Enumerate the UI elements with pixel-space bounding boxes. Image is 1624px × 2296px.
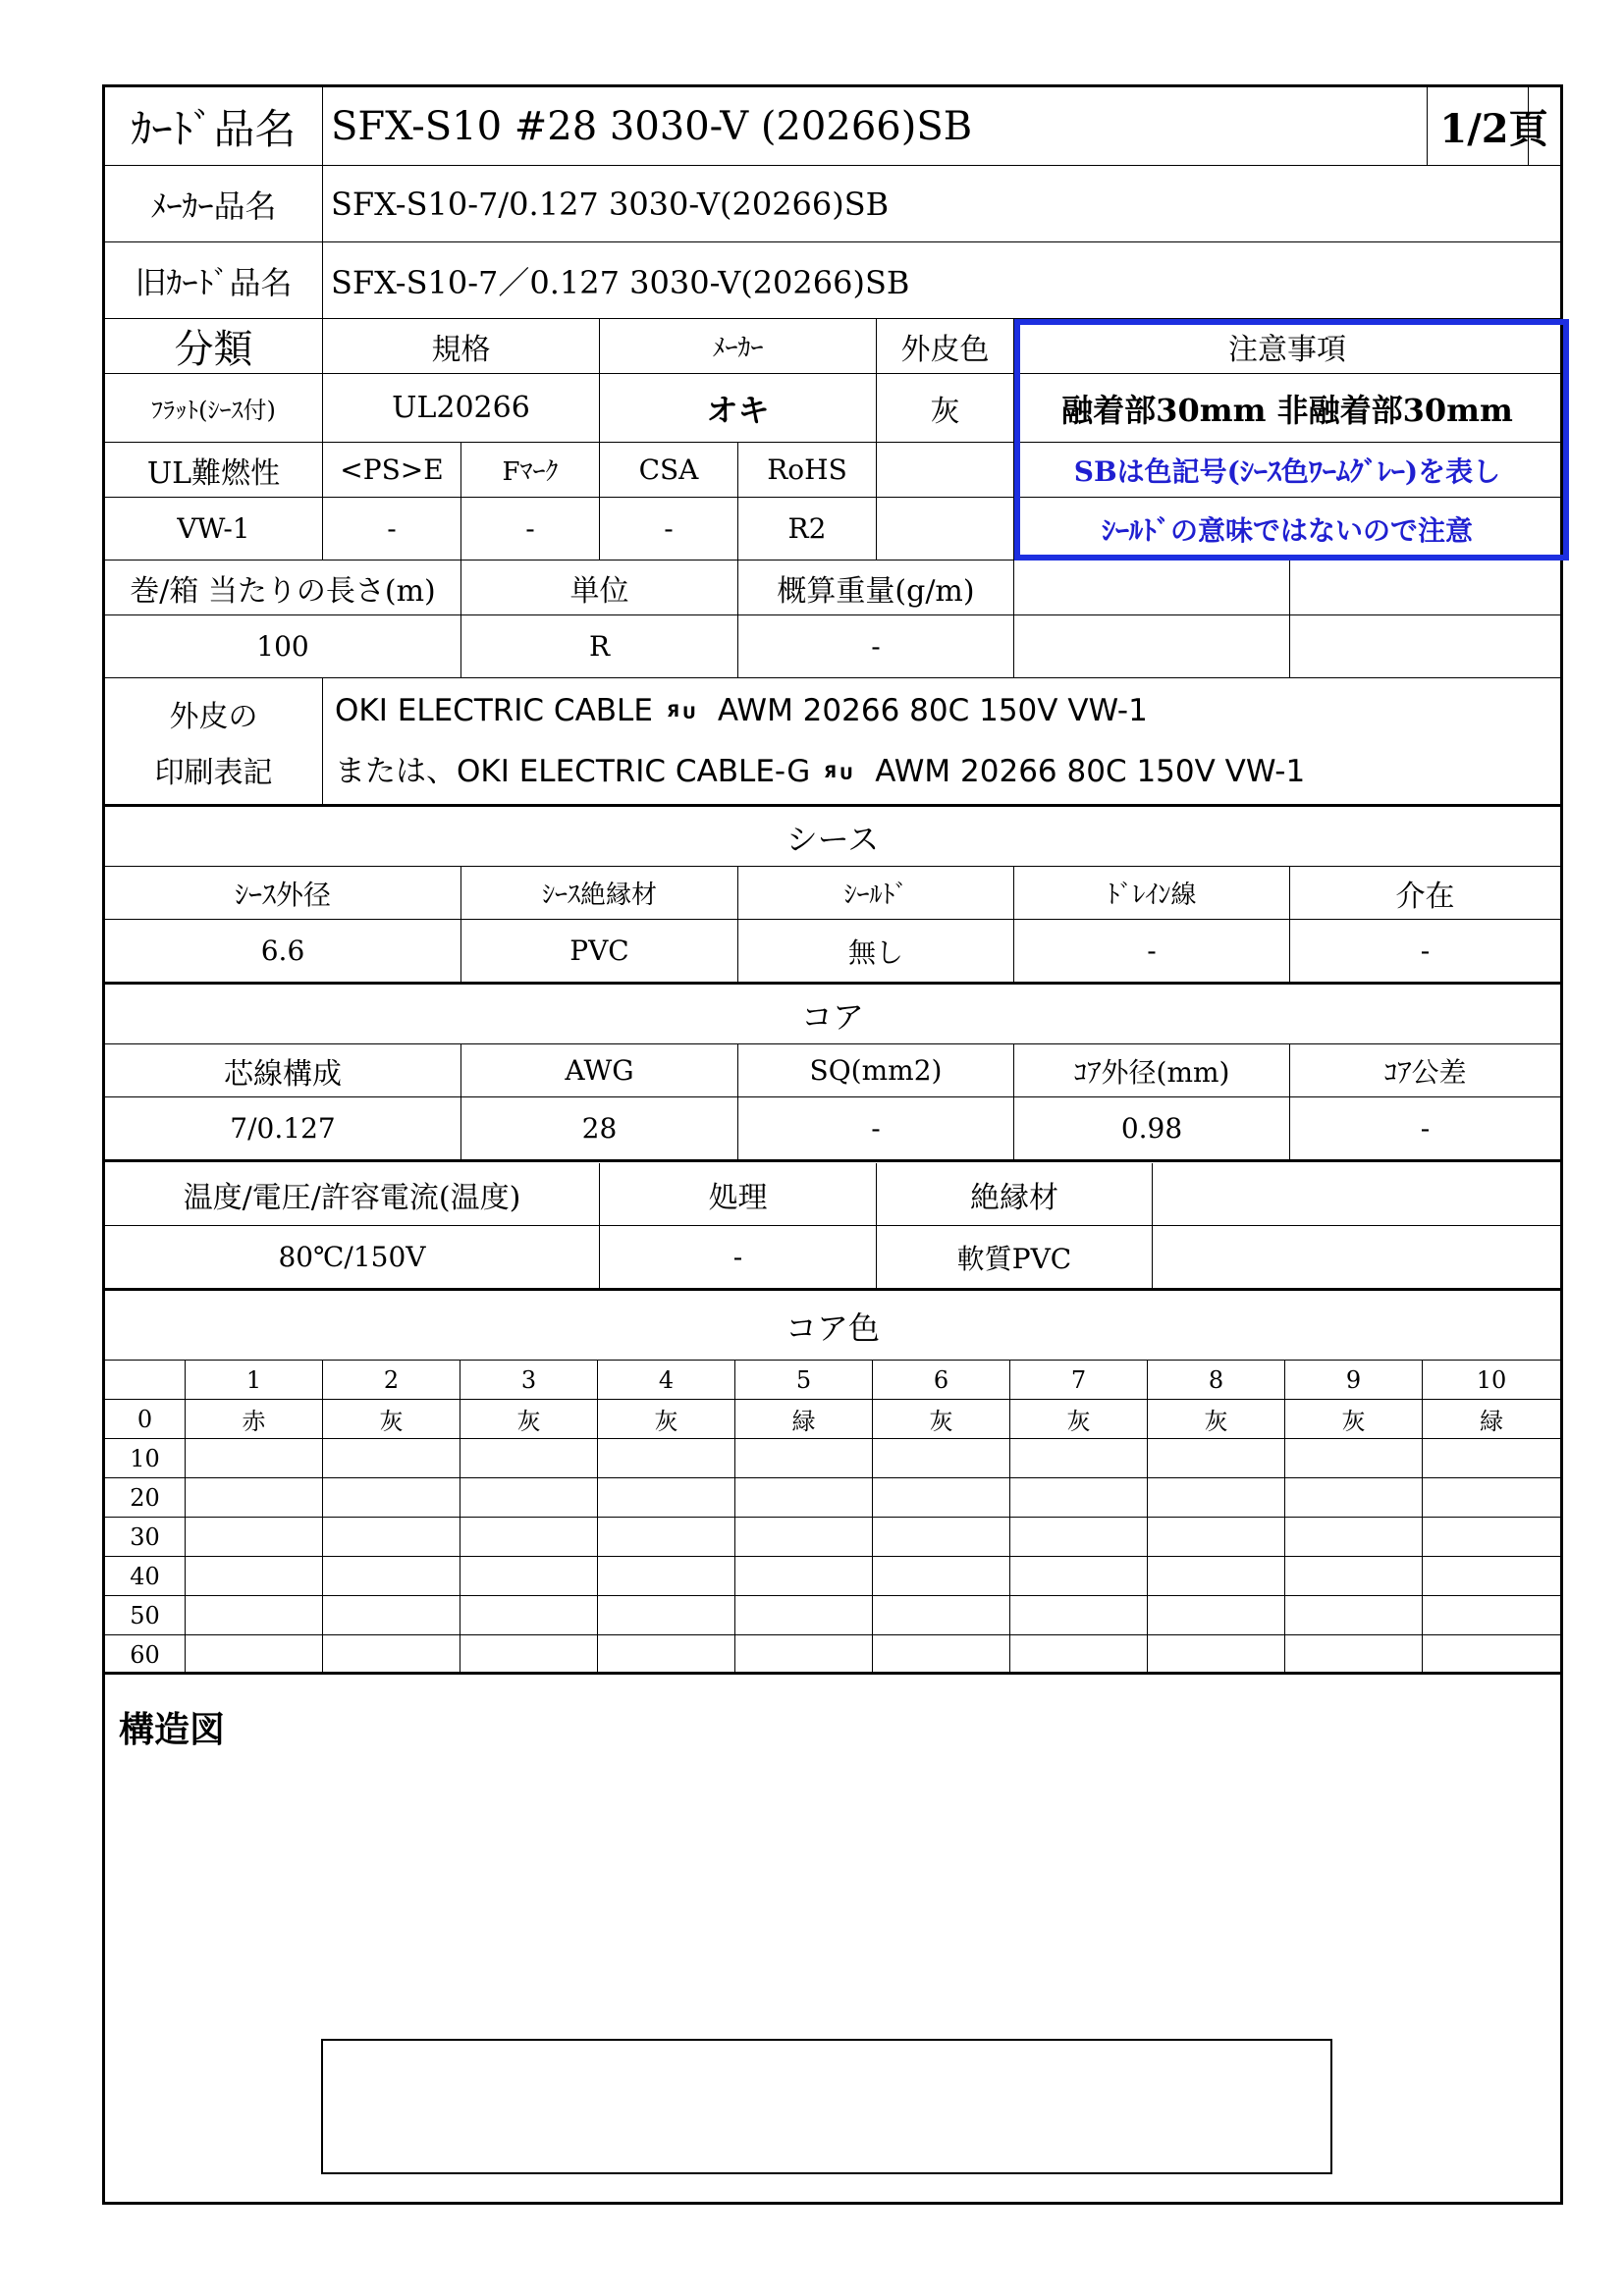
core-color-cell [323,1439,460,1478]
notes-header: 注意事項 [1014,319,1560,374]
core-color-cell [598,1596,735,1635]
core-color-row-label: 0 [105,1400,186,1439]
core-color-row-label: 60 [105,1635,186,1675]
core-color-cell [1285,1478,1423,1518]
core-color-cell [873,1635,1010,1675]
core-color-cell [1010,1557,1148,1596]
core-color-column-header: 8 [1148,1361,1285,1400]
core-tolerance-value: - [1290,1097,1560,1160]
core-color-cell [735,1596,873,1635]
core-od-header: ｺｱ外径(mm) [1014,1044,1290,1097]
core-color-cell: 緑 [735,1400,873,1439]
core-color-cell: 灰 [598,1400,735,1439]
core-color-cell [1010,1596,1148,1635]
length-per-reel-header: 巻/箱 当たりの長さ(m) [105,561,461,615]
core-color-cell [873,1439,1010,1478]
svg-text:Я: Я [824,762,838,782]
sheath-insulation-value: PVC [461,920,738,983]
core-color-cell [1423,1439,1560,1478]
core-color-cell [460,1478,598,1518]
print-marking-text [323,678,1560,806]
core-tolerance-header: ｺｱ公差 [1290,1044,1560,1097]
print-line-1-suffix: AWM 20266 80C 150V VW-1 [717,693,1148,728]
sq-header: SQ(mm2) [738,1044,1014,1097]
core-color-cell [1285,1635,1423,1675]
core-color-cell [323,1596,460,1635]
unit-header: 単位 [461,561,738,615]
jacket-color-header: 外皮色 [877,319,1014,374]
packing-blank-value-1 [1014,615,1290,678]
f-mark-value: - [461,498,600,561]
core-color-cell [598,1635,735,1675]
standard-value: UL20266 [323,374,600,443]
core-color-cell: 灰 [323,1400,460,1439]
core-color-cell [873,1478,1010,1518]
core-color-column-header: 5 [735,1361,873,1400]
core-color-cell [1423,1596,1560,1635]
shield-header: ｼｰﾙﾄﾞ [738,867,1014,920]
core-color-cell [1423,1557,1560,1596]
core-color-cell [1423,1635,1560,1675]
print-marking-label-line-2: 印刷表記 [154,755,273,790]
jacket-color-value: 灰 [877,374,1014,443]
core-color-cell [735,1518,873,1557]
core-color-column-header: 9 [1285,1361,1423,1400]
core-color-cell: 緑 [1423,1400,1560,1439]
flammability-blank-value [877,498,1014,561]
core-color-cell: 灰 [873,1400,1010,1439]
ul-flammability-value: VW-1 [105,498,323,561]
core-color-cell [735,1439,873,1478]
length-per-reel-value: 100 [105,615,461,678]
print-line-2-suffix: AWM 20266 80C 150V VW-1 [875,754,1306,789]
classification-value: ﾌﾗｯﾄ(ｼｰｽ付) [105,374,323,443]
temp-voltage-header: 温度/電圧/許容電流(温度) [105,1163,600,1226]
core-color-column-header: 10 [1423,1361,1560,1400]
core-color-cell [735,1635,873,1675]
packing-blank-header-2 [1290,561,1560,615]
insulation-header: 絶縁材 [877,1163,1153,1226]
core-color-cell [186,1439,323,1478]
ur-mark-icon [824,762,861,785]
core-color-cell [460,1635,598,1675]
pse-value: - [323,498,461,561]
shield-value: 無し [738,920,1014,983]
temp-voltage-value: 80℃/150V [105,1226,600,1289]
sheath-section-title: シース [105,808,1560,867]
core-color-cell [1285,1596,1423,1635]
core-od-value: 0.98 [1014,1097,1290,1160]
old-card-name-label: 旧ｶｰﾄﾞ品名 [105,242,323,319]
core-color-column-header: 6 [873,1361,1010,1400]
structure-caption-box [321,2039,1332,2174]
core-color-cell [323,1557,460,1596]
unit-value: R [461,615,738,678]
core-color-cell [323,1518,460,1557]
core-color-cell [1010,1635,1148,1675]
core-color-cell [460,1557,598,1596]
sheath-insulation-header: ｼｰｽ絶縁材 [461,867,738,920]
pse-header: <PS>E [323,443,461,498]
core-color-cell [598,1518,735,1557]
core-color-cell [186,1596,323,1635]
core-color-cell [598,1478,735,1518]
ul-flammability-header: UL難燃性 [105,443,323,498]
core-color-cell [873,1557,1010,1596]
spec-sheet [102,84,1563,2205]
core-color-cell [735,1557,873,1596]
csa-header: CSA [600,443,738,498]
core-color-cell: 赤 [186,1400,323,1439]
treatment-value: - [600,1226,877,1289]
core-color-row-label: 30 [105,1518,186,1557]
core-color-cell [1285,1518,1423,1557]
awg-header: AWG [461,1044,738,1097]
rohs-header: RoHS [738,443,877,498]
flammability-blank-header [877,443,1014,498]
drain-wire-value: - [1014,920,1290,983]
core-color-cell [1148,1518,1285,1557]
structure-diagram-title: 構造図 [119,1710,226,1750]
print-marking-label-line-1: 外皮の [169,700,258,735]
core-color-row-label: 20 [105,1478,186,1518]
sheath-od-value: 6.6 [105,920,461,983]
core-color-cell [735,1478,873,1518]
standard-header: 規格 [323,319,600,374]
core-color-cell: 灰 [1010,1400,1148,1439]
core-color-cell: 灰 [1148,1400,1285,1439]
insulation-value: 軟質PVC [877,1226,1153,1289]
core-color-column-header: 7 [1010,1361,1148,1400]
core-color-cell [186,1478,323,1518]
core-color-cell [186,1518,323,1557]
sq-value: - [738,1097,1014,1160]
awg-value: 28 [461,1097,738,1160]
core-color-cell [460,1439,598,1478]
maker-name-label: ﾒｰｶｰ品名 [105,166,323,242]
classification-header: 分類 [105,319,323,374]
core-color-cell: 灰 [460,1400,598,1439]
core-color-cell [460,1518,598,1557]
electrical-blank-header [1153,1163,1560,1226]
core-color-cell [1010,1478,1148,1518]
weight-header: 概算重量(g/m) [738,561,1014,615]
core-color-cell [1148,1478,1285,1518]
rohs-value: R2 [738,498,877,561]
core-color-cell [1423,1478,1560,1518]
core-color-title: コア色 [105,1292,1560,1361]
svg-text:U: U [681,703,696,723]
ur-mark-icon [667,701,704,724]
sheath-od-header: ｼｰｽ外径 [105,867,461,920]
page-number: 1/2頁 [1427,87,1560,166]
core-color-corner [105,1361,186,1400]
core-color-cell [1285,1439,1423,1478]
svg-text:U: U [839,764,854,784]
core-color-cell [1423,1518,1560,1557]
csa-value: - [600,498,738,561]
core-color-column-header: 1 [186,1361,323,1400]
core-color-cell [1285,1557,1423,1596]
core-section-title: コア [105,986,1560,1044]
filler-value: - [1290,920,1560,983]
core-color-cell [323,1635,460,1675]
core-color-row-label: 40 [105,1557,186,1596]
card-name-value: SFX-S10 #28 3030-V (20266)SB [323,87,1529,166]
maker-value: オキ [600,374,877,443]
conductor-construction-header: 芯線構成 [105,1044,461,1097]
core-color-cell: 灰 [1285,1400,1423,1439]
print-marking-line-1 [335,693,1148,728]
treatment-header: 処理 [600,1163,877,1226]
core-color-cell [873,1518,1010,1557]
packing-blank-header-1 [1014,561,1290,615]
print-line-2-prefix: または、OKI ELECTRIC CABLE-G [335,754,811,789]
core-color-cell [1010,1439,1148,1478]
f-mark-header: Fﾏｰｸ [461,443,600,498]
old-card-name-value: SFX-S10-7／0.127 3030-V(20266)SB [323,242,1560,319]
print-marking-line-2 [335,746,1305,790]
print-marking-label [105,678,323,806]
core-color-row-label: 10 [105,1439,186,1478]
core-color-column-header: 2 [323,1361,460,1400]
core-color-cell [1148,1557,1285,1596]
core-color-cell [460,1596,598,1635]
weight-value: - [738,615,1014,678]
notes-line-1: 融着部30mm 非融着部30mm [1014,374,1560,443]
core-color-cell [186,1557,323,1596]
drain-wire-header: ﾄﾞﾚｲﾝ線 [1014,867,1290,920]
filler-header: 介在 [1290,867,1560,920]
card-name-label: ｶｰﾄﾞ品名 [105,87,323,166]
core-color-cell [873,1596,1010,1635]
svg-text:Я: Я [666,701,680,721]
print-line-1-prefix: OKI ELECTRIC CABLE [335,693,653,728]
packing-blank-value-2 [1290,615,1560,678]
maker-name-value: SFX-S10-7/0.127 3030-V(20266)SB [323,166,1560,242]
core-color-column-header: 4 [598,1361,735,1400]
core-color-cell [1010,1518,1148,1557]
notes-line-2: SBは色記号(ｼｰｽ色ﾜｰﾑｸﾞﾚｰ)を表し [1014,443,1560,498]
notes-line-3: ｼｰﾙﾄﾞの意味ではないので注意 [1014,498,1560,561]
conductor-construction-value: 7/0.127 [105,1097,461,1160]
core-color-column-header: 3 [460,1361,598,1400]
electrical-blank-value [1153,1226,1560,1289]
core-color-cell [598,1557,735,1596]
core-color-cell [186,1635,323,1675]
core-color-row-label: 50 [105,1596,186,1635]
core-color-grid [105,1361,1560,1675]
core-color-cell [1148,1596,1285,1635]
core-color-cell [1148,1439,1285,1478]
maker-header: ﾒｰｶｰ [600,319,877,374]
core-color-cell [1148,1635,1285,1675]
core-color-cell [323,1478,460,1518]
core-color-cell [598,1439,735,1478]
